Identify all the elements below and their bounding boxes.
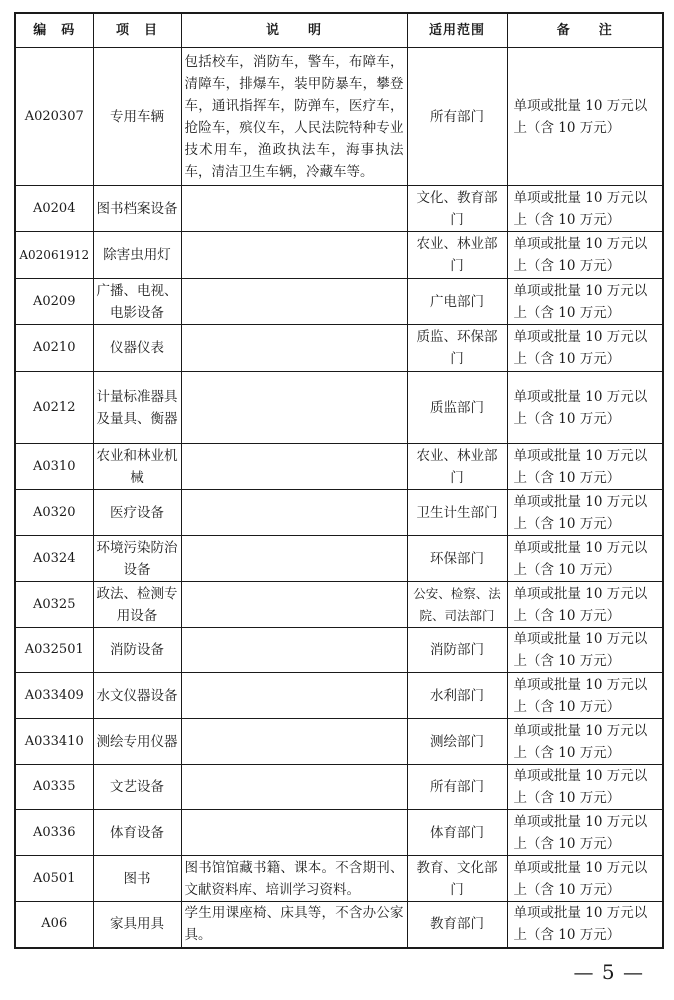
cell-scope: 农业、林业部门 [407, 444, 507, 490]
table-row [15, 490, 663, 536]
cell-description [181, 810, 407, 856]
cell-code: A0324 [15, 536, 93, 582]
cell-note: 单项或批量 10 万元以上（含 10 万元） [507, 372, 663, 444]
cell-description [181, 536, 407, 582]
table-row [15, 536, 663, 582]
cell-item: 测绘专用仪器 [93, 719, 181, 765]
cell-note: 单项或批量 10 万元以上（含 10 万元） [507, 444, 663, 490]
cell-description [181, 582, 407, 628]
header-description: 说 明 [181, 13, 407, 48]
cell-scope: 文化、教育部门 [407, 186, 507, 232]
cell-item: 图书 [93, 856, 181, 902]
table-row [15, 582, 663, 628]
cell-scope: 测绘部门 [407, 719, 507, 765]
cell-code: A0336 [15, 810, 93, 856]
cell-code: A0210 [15, 325, 93, 372]
cell-scope: 卫生计生部门 [407, 490, 507, 536]
cell-description [181, 628, 407, 673]
cell-description [181, 279, 407, 325]
cell-scope: 教育部门 [407, 902, 507, 948]
cell-item: 医疗设备 [93, 490, 181, 536]
cell-scope: 消防部门 [407, 628, 507, 673]
cell-item: 环境污染防治设备 [93, 536, 181, 582]
cell-scope: 广电部门 [407, 279, 507, 325]
cell-item: 农业和林业机械 [93, 444, 181, 490]
cell-code: A033409 [15, 673, 93, 719]
cell-scope: 体育部门 [407, 810, 507, 856]
cell-item: 广播、电视、电影设备 [93, 279, 181, 325]
cell-code: A0204 [15, 186, 93, 232]
header-note: 备 注 [507, 13, 663, 48]
cell-note: 单项或批量 10 万元以上（含 10 万元） [507, 325, 663, 372]
cell-description [181, 372, 407, 444]
cell-note: 单项或批量 10 万元以上（含 10 万元） [507, 719, 663, 765]
table-row [15, 810, 663, 856]
table-row [15, 902, 663, 948]
cell-note: 单项或批量 10 万元以上（含 10 万元） [507, 48, 663, 186]
cell-description: 学生用课座椅、床具等，不含办公家具。 [181, 902, 407, 948]
cell-code: A0335 [15, 765, 93, 810]
cell-description [181, 232, 407, 279]
table-row [15, 628, 663, 673]
cell-code: A0212 [15, 372, 93, 444]
cell-description [181, 765, 407, 810]
table-row [15, 765, 663, 810]
cell-item: 除害虫用灯 [93, 232, 181, 279]
cell-code: A0325 [15, 582, 93, 628]
table-row [15, 719, 663, 765]
header-item: 项 目 [93, 13, 181, 48]
cell-item: 体育设备 [93, 810, 181, 856]
cell-description [181, 186, 407, 232]
cell-note: 单项或批量 10 万元以上（含 10 万元） [507, 279, 663, 325]
cell-note: 单项或批量 10 万元以上（含 10 万元） [507, 673, 663, 719]
cell-item: 家具用具 [93, 902, 181, 948]
cell-code: A020307 [15, 48, 93, 186]
cell-scope: 质监部门 [407, 372, 507, 444]
cell-code: A0310 [15, 444, 93, 490]
cell-note: 单项或批量 10 万元以上（含 10 万元） [507, 856, 663, 902]
page-number: — 5 — [573, 960, 644, 984]
cell-scope: 公安、检察、法院、司法部门 [407, 582, 507, 628]
cell-item: 水文仪器设备 [93, 673, 181, 719]
cell-scope: 教育、文化部门 [407, 856, 507, 902]
cell-scope: 所有部门 [407, 765, 507, 810]
table-header-row [15, 13, 663, 48]
cell-description: 包括校车，消防车，警车，布障车，清障车，排爆车，装甲防暴车，攀登车，通讯指挥车，防弹车，医疗车，抢险车，殡仪车，人民法院特种专业技术用车，渔政执法车，海事执法车，清洁卫生车辆，冷藏车等。 [181, 48, 407, 186]
header-code: 编 码 [15, 13, 93, 48]
cell-code: A033410 [15, 719, 93, 765]
cell-item: 专用车辆 [93, 48, 181, 186]
cell-item: 文艺设备 [93, 765, 181, 810]
cell-code: A032501 [15, 628, 93, 673]
cell-code: A0209 [15, 279, 93, 325]
cell-note: 单项或批量 10 万元以上（含 10 万元） [507, 232, 663, 279]
cell-scope: 水利部门 [407, 673, 507, 719]
cell-note: 单项或批量 10 万元以上（含 10 万元） [507, 810, 663, 856]
cell-note: 单项或批量 10 万元以上（含 10 万元） [507, 582, 663, 628]
cell-note: 单项或批量 10 万元以上（含 10 万元） [507, 902, 663, 948]
cell-item: 仪器仪表 [93, 325, 181, 372]
cell-note: 单项或批量 10 万元以上（含 10 万元） [507, 490, 663, 536]
cell-description [181, 444, 407, 490]
cell-note: 单项或批量 10 万元以上（含 10 万元） [507, 765, 663, 810]
cell-description [181, 490, 407, 536]
cell-code: A0501 [15, 856, 93, 902]
cell-scope: 质监、环保部门 [407, 325, 507, 372]
table-row [15, 48, 663, 186]
cell-note: 单项或批量 10 万元以上（含 10 万元） [507, 186, 663, 232]
table-row [15, 673, 663, 719]
cell-scope: 所有部门 [407, 48, 507, 186]
cell-scope: 环保部门 [407, 536, 507, 582]
cell-scope: 农业、林业部门 [407, 232, 507, 279]
table-row [15, 372, 663, 444]
procurement-catalog-table [14, 12, 664, 949]
cell-item: 计量标准器具及量具、衡器 [93, 372, 181, 444]
cell-code: A06 [15, 902, 93, 948]
cell-note: 单项或批量 10 万元以上（含 10 万元） [507, 628, 663, 673]
table-row [15, 232, 663, 279]
cell-description [181, 719, 407, 765]
cell-description [181, 673, 407, 719]
table-row [15, 444, 663, 490]
cell-item: 政法、检测专用设备 [93, 582, 181, 628]
header-scope: 适用范围 [407, 13, 507, 48]
cell-item: 图书档案设备 [93, 186, 181, 232]
cell-note: 单项或批量 10 万元以上（含 10 万元） [507, 536, 663, 582]
cell-code: A0320 [15, 490, 93, 536]
table-row [15, 186, 663, 232]
cell-item: 消防设备 [93, 628, 181, 673]
cell-code: A02061912 [15, 232, 93, 279]
cell-description: 图书馆馆藏书籍、课本。不含期刊、文献资料库、培训学习资料。 [181, 856, 407, 902]
table-row [15, 325, 663, 372]
table-row [15, 856, 663, 902]
table-row [15, 279, 663, 325]
cell-description [181, 325, 407, 372]
